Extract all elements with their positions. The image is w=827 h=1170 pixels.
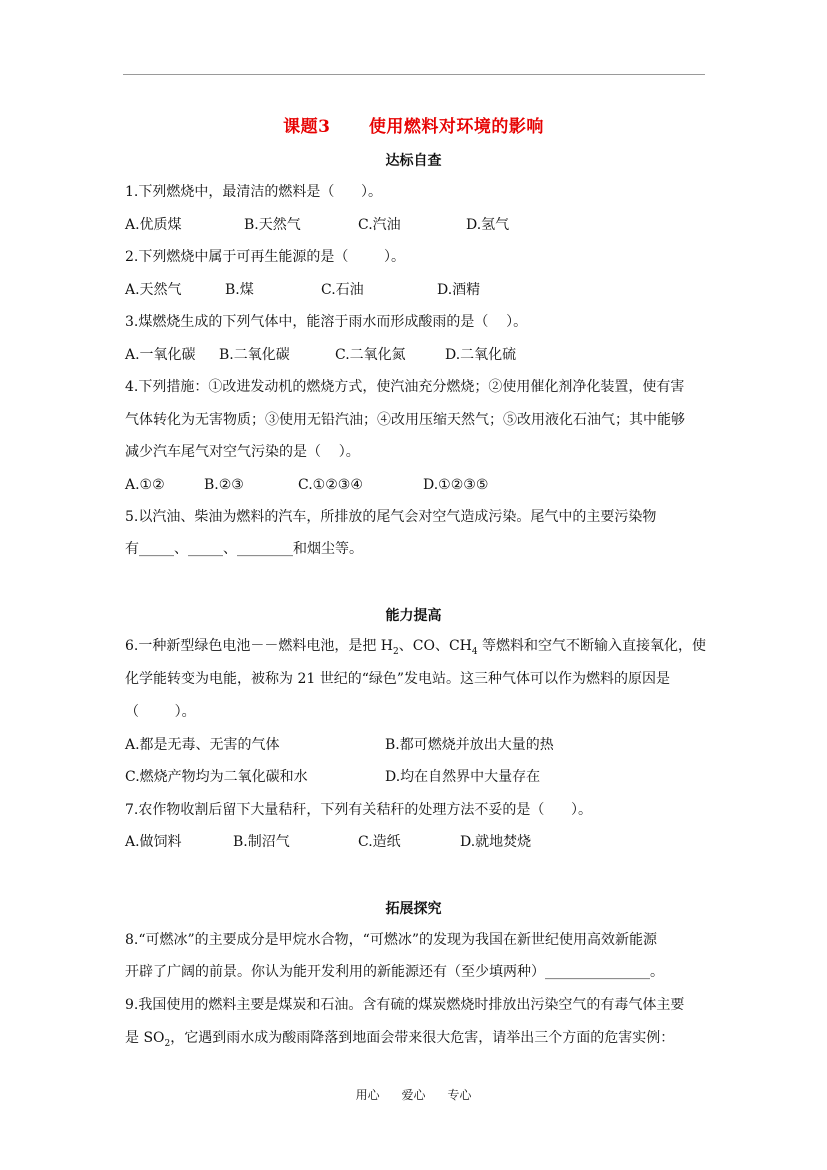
question-5-line-2: 有_____、_____、________和烟尘等。	[125, 541, 363, 557]
question-6-line-2: 化学能转变为电能，被称为 21 世纪的“绿色”发电站。这三种气体可以作为燃料的原因是	[125, 671, 671, 687]
question-2-stem: 2.下列燃烧中属于可再生能源的是（ ）。	[125, 249, 405, 265]
question-1-option-d: D.氢气	[466, 217, 510, 233]
section-heading-ability: 能力提高	[385, 608, 442, 624]
question-2-option-a: A.天然气	[125, 282, 182, 298]
question-6-option-b: B.都可燃烧并放出大量的热	[385, 737, 554, 753]
question-3-stem: 3.煤燃烧生成的下列气体中，能溶于雨水而形成酸雨的是（ ）。	[125, 314, 528, 330]
page-title: 课题3 使用燃料对环境的影响	[283, 117, 544, 137]
question-6-line-1: 6.一种新型绿色电池－－燃料电池，是把 $H_2$、CO、$CH_4$ 等燃料和空气不断输入直接氧化，使	[125, 638, 707, 657]
section-heading-self-check: 达标自查	[385, 153, 442, 169]
page-footer	[0, 1086, 827, 1103]
question-1-option-b: B.天然气	[244, 217, 301, 233]
question-4-option-d: D.①②③⑤	[423, 477, 489, 493]
question-9-line-1: 9.我国使用的燃料主要是煤炭和石油。含有硫的煤炭燃烧时排放出污染空气的有毒气体主要	[125, 997, 685, 1013]
question-2-option-d: D.酒精	[437, 282, 481, 298]
question-4-option-a: A.①②	[125, 477, 165, 493]
question-3-option-a: A.一氧化碳	[125, 347, 196, 363]
question-3-option-b: B.二氧化碳	[219, 347, 290, 363]
question-3-option-d: D.二氧化硫	[445, 347, 517, 363]
question-4-option-b: B.②③	[204, 477, 244, 493]
question-6-option-c: C.燃烧产物均为二氧化碳和水	[125, 769, 308, 785]
question-4-option-c: C.①②③④	[298, 477, 363, 493]
question-1-option-c: C.汽油	[358, 217, 401, 233]
question-9-line-2: 是 $SO_2$，它遇到雨水成为酸雨降落到地面会带来很大危害，请举出三个方面的危害实例：	[125, 1030, 675, 1049]
question-6-option-d: D.均在自然界中大量存在	[385, 769, 541, 785]
question-3-option-c: C.二氧化氮	[335, 347, 406, 363]
section-heading-extension: 拓展探究	[385, 901, 442, 917]
question-7-option-b: B.制沼气	[233, 834, 290, 850]
question-7-option-d: D.就地焚烧	[460, 834, 532, 850]
question-7-option-a: A.做饲料	[125, 834, 182, 850]
question-8-line-1: 8.“可燃冰”的主要成分是甲烷水合物，“可燃冰”的发现为我国在新世纪使用高效新能源	[125, 932, 657, 948]
question-4-line-2: 气体转化为无害物质；③使用无铅汽油；④改用压缩天然气；⑤改用液化石油气；其中能够	[125, 412, 685, 428]
question-2-option-c: C.石油	[321, 282, 364, 298]
question-5-line-1: 5.以汽油、柴油为燃料的汽车，所排放的尾气会对空气造成污染。尾气中的主要污染物	[125, 509, 657, 525]
question-1-stem: 1.下列燃烧中，最清洁的燃料是（ ）。	[125, 184, 383, 200]
footer-motto-3: 专心	[447, 1088, 472, 1102]
question-6-option-a: A.都是无毒、无害的气体	[125, 737, 280, 753]
question-8-line-2: 开辟了广阔的前景。你认为能开发利用的新能源还有（至少填两种）_______________。	[125, 964, 664, 980]
question-7-option-c: C.造纸	[358, 834, 401, 850]
question-1-option-a: A.优质煤	[125, 217, 182, 233]
question-2-option-b: B.煤	[225, 282, 254, 298]
footer-motto-1: 用心	[355, 1088, 380, 1102]
question-4-line-3: 减少汽车尾气对空气污染的是（ ）。	[125, 444, 360, 460]
footer-motto-2: 爱心	[401, 1088, 426, 1102]
header-rule	[123, 74, 705, 75]
question-7-stem: 7.农作物收割后留下大量秸秆，下列有关秸秆的处理方法不妥的是（ ）。	[125, 802, 593, 818]
question-6-line-3: （ ）。	[125, 704, 196, 720]
question-4-line-1: 4.下列措施：①改进发动机的燃烧方式，使汽油充分燃烧；②使用催化剂净化装置，使有害	[125, 379, 685, 395]
